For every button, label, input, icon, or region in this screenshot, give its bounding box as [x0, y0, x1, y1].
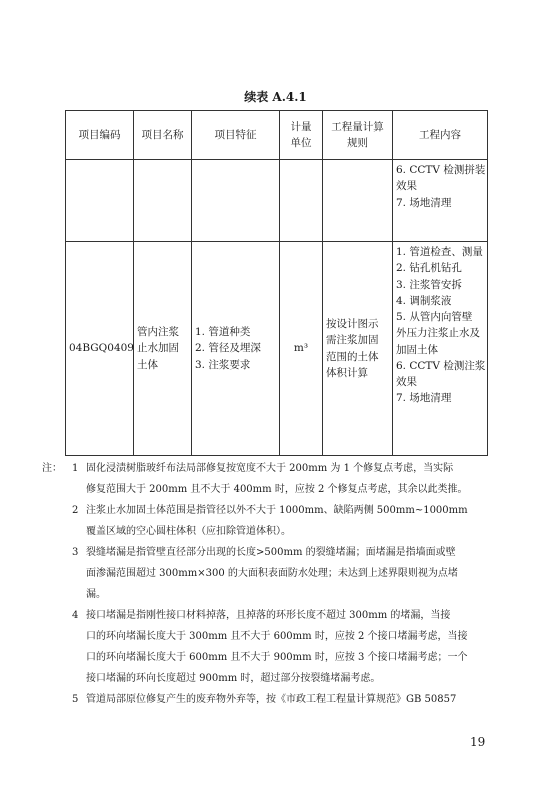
- header-unit-line: 计量: [290, 120, 312, 133]
- content-line: 1. 管道检查、测量: [396, 246, 483, 258]
- cell-name: [134, 242, 192, 456]
- note-item: [42, 689, 497, 710]
- note-item: [42, 458, 497, 500]
- note-line: 面渗漏范围超过 300mm×300 的大面积表面防水处理；未达到上述界限则视为点堵: [86, 568, 458, 579]
- note-text: [86, 500, 497, 542]
- note-line: 口的环向堵漏长度大于 600mm 且不大于 900mm 时，应按 3 个接口堵漏考虑；一个: [86, 652, 468, 663]
- note-text: [86, 542, 497, 605]
- rule-line: 需注浆加固: [326, 334, 379, 347]
- note-line: 接口堵漏是指刚性接口材料掉落，且掉落的环形长度不超过 300mm 的堵漏，当接: [86, 610, 451, 621]
- content-line: 2. 钻孔机钻孔: [396, 262, 462, 275]
- cell-features: [192, 160, 280, 242]
- name-line: 止水加固: [137, 342, 179, 355]
- cell-features: [192, 242, 280, 456]
- note-number: 1: [72, 463, 79, 474]
- header-features: 项目特征: [192, 111, 280, 160]
- note-number: 5: [72, 694, 79, 705]
- note-number: 2: [72, 505, 79, 516]
- page-number: 19: [470, 735, 486, 749]
- note-item: [42, 605, 497, 689]
- note-line: 注浆止水加固土体范围是指管径以外不大于 1000mm、缺陷两侧 500mm~1000mm: [86, 505, 468, 516]
- content-line: 3. 注浆管安拆: [396, 278, 462, 291]
- rule-line: 范围的土体: [326, 350, 379, 363]
- content-line: 7. 场地清理: [396, 196, 452, 209]
- specification-table: [65, 110, 488, 456]
- content-line: 4. 调制浆液: [396, 294, 452, 307]
- header-content: 工程内容: [393, 111, 488, 160]
- feature-line: 2. 管径及埋深: [195, 342, 261, 355]
- cell-code: [66, 160, 134, 242]
- content-line: 5. 从管内向管壁: [396, 311, 473, 324]
- table-row: [66, 242, 488, 456]
- note-line: 裂缝堵漏是指管壁直径部分出现的长度>500mm 的裂缝堵漏；面堵漏是指墙面或壁: [86, 547, 456, 558]
- note-line: 覆盖区域的空心圆柱体积（应扣除管道体积）。: [86, 526, 291, 537]
- note-line: 修复范围大于 200mm 且不大于 400mm 时，应按 2 个修复点考虑，其余以此类推。: [86, 484, 468, 495]
- header-code: 项目编码: [66, 111, 134, 160]
- cell-unit: [280, 160, 323, 242]
- notes-label: 注：: [42, 463, 62, 474]
- header-unit-line: 单位: [290, 137, 312, 149]
- note-item: [42, 500, 497, 542]
- note-number: 3: [72, 547, 79, 558]
- name-line: 管内注浆: [137, 326, 179, 339]
- cell-content: [393, 242, 488, 456]
- feature-line: 1. 管道种类: [195, 326, 251, 339]
- note-number: 4: [72, 610, 79, 621]
- note-line: 固化浸渍树脂玻纤布法局部修复按宽度不大于 200mm 为 1 个修复点考虑，当实际: [86, 463, 454, 474]
- cell-content: [393, 160, 488, 242]
- rule-line: 体积计算: [326, 366, 368, 379]
- content-line: 7. 场地清理: [396, 392, 452, 405]
- cell-unit: m³: [280, 242, 323, 456]
- header-rule: [323, 111, 393, 160]
- header-unit: [280, 111, 323, 160]
- content-line: 6. CCTV 检测注浆: [396, 359, 486, 372]
- content-line: 效果: [396, 376, 417, 389]
- table-row: [66, 160, 488, 242]
- cell-code: 04BGQ0409: [66, 242, 134, 456]
- note-line: 漏。: [86, 589, 106, 600]
- table-title: 续表 A.4.1: [244, 90, 307, 104]
- table-header-row: [66, 111, 488, 160]
- note-line: 口的环向堵漏长度大于 300mm 且不大于 600mm 时，应按 2 个接口堵漏考虑，当接: [86, 631, 468, 642]
- content-line: 加固土体: [396, 343, 438, 356]
- content-line: 6. CCTV 检测拼装: [396, 164, 486, 176]
- note-text: [86, 458, 497, 500]
- header-rule-line: 规则: [347, 137, 368, 149]
- name-line: 土体: [137, 358, 158, 371]
- notes-section: [42, 458, 497, 710]
- feature-line: 3. 注浆要求: [195, 358, 251, 371]
- note-text: [86, 689, 497, 710]
- header-rule-line: 工程量计算: [331, 120, 384, 133]
- note-line: 接口堵漏的环向长度超过 900mm 时，超过部分按裂缝堵漏考虑。: [86, 673, 381, 684]
- rule-line: 按设计图示: [326, 317, 379, 330]
- note-text: [86, 605, 497, 689]
- cell-rule: [323, 242, 393, 456]
- note-item: [42, 542, 497, 605]
- content-line: 效果: [396, 180, 417, 193]
- note-line: 管道局部原位修复产生的废弃物外弃等，按《市政工程工程量计算规范》GB 50857: [86, 694, 457, 705]
- cell-rule: [323, 160, 393, 242]
- header-name: 项目名称: [134, 111, 192, 160]
- cell-name: [134, 160, 192, 242]
- content-line: 外压力注浆止水及: [396, 327, 480, 340]
